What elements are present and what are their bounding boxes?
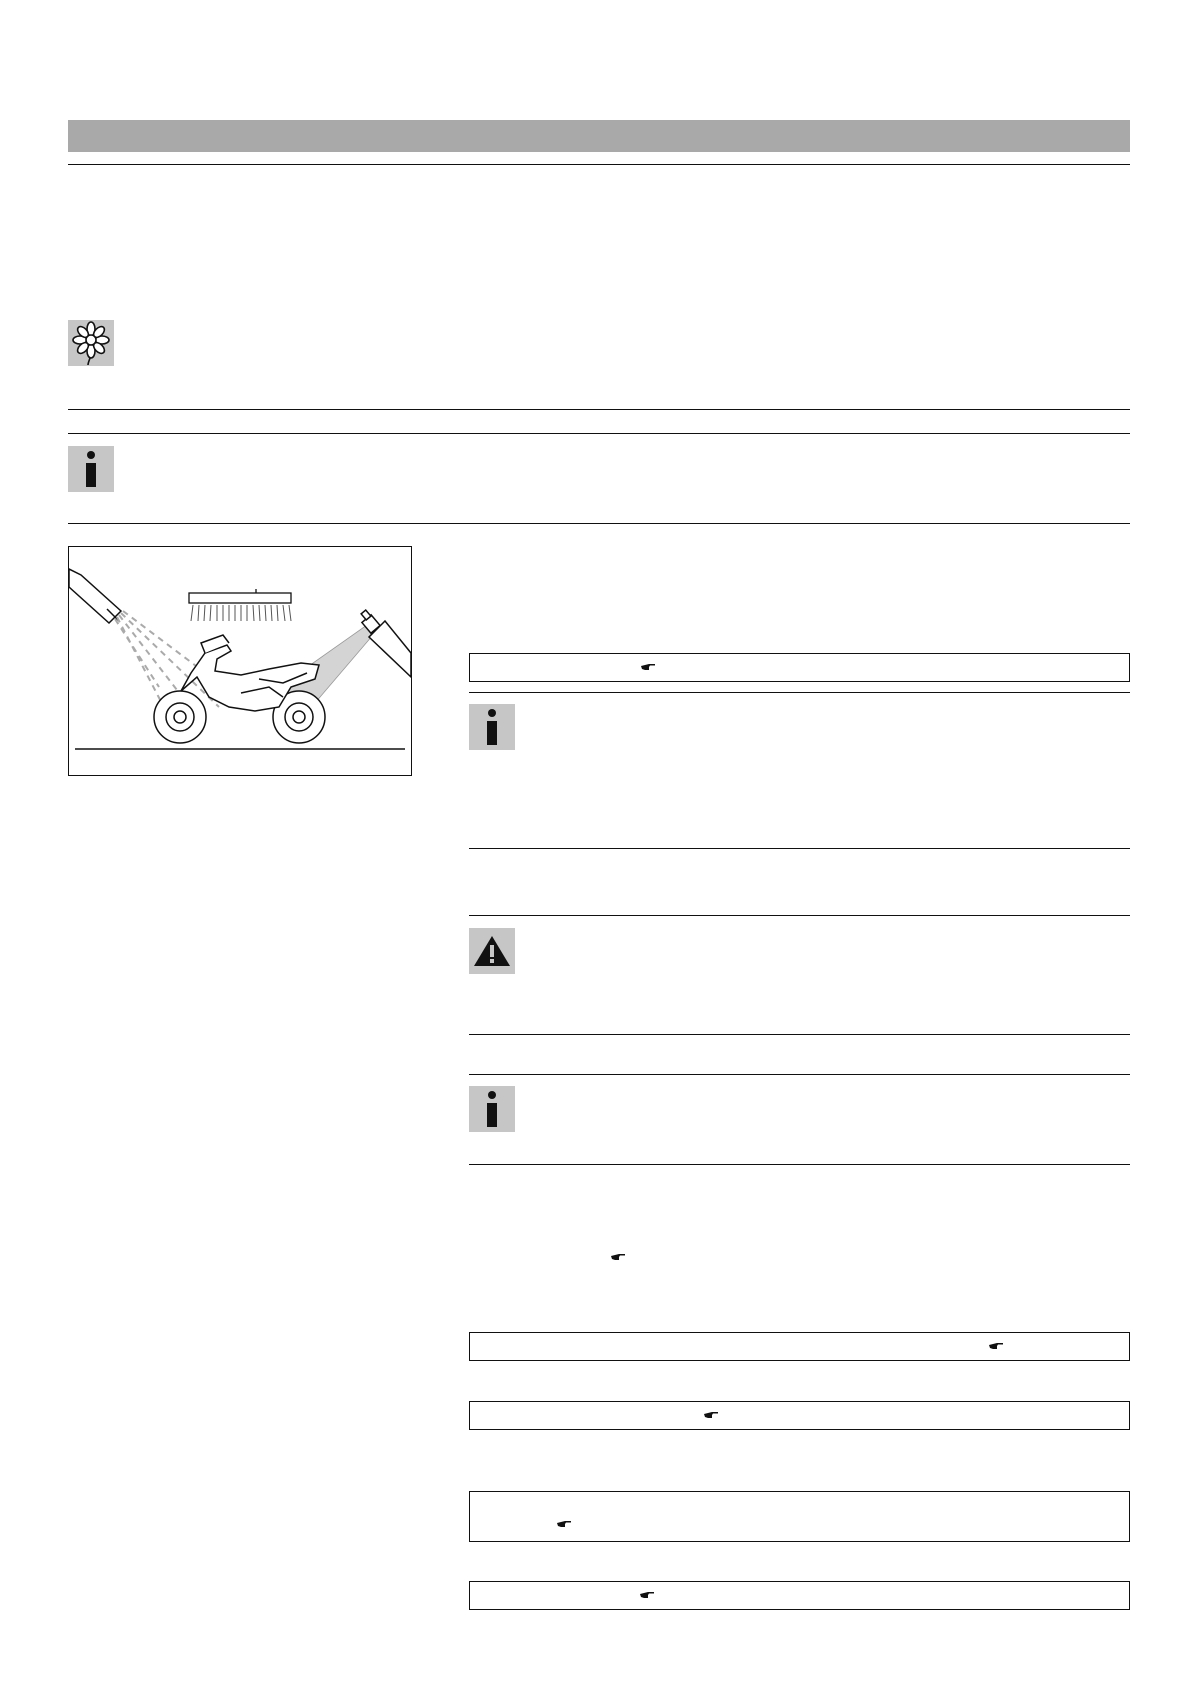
divider [469, 692, 1130, 693]
info-icon [482, 1090, 502, 1128]
pointing-hand-icon [639, 1589, 655, 1601]
warning-triangle-icon [473, 934, 511, 968]
divider [469, 1164, 1130, 1165]
environment-note [68, 320, 114, 366]
reference-box [469, 653, 1130, 682]
pointing-hand-icon [556, 1518, 572, 1530]
warning-note [469, 928, 515, 974]
pointing-hand-icon [988, 1340, 1004, 1352]
divider [68, 433, 1130, 434]
reference-box [469, 1401, 1130, 1430]
info-icon [81, 450, 101, 488]
divider [68, 409, 1130, 410]
reference-box [469, 1332, 1130, 1361]
section-header-bar [68, 120, 1130, 152]
pointing-hand-icon [703, 1409, 719, 1421]
motorcycle-wash-illustration [68, 546, 412, 776]
info-icon [482, 708, 502, 746]
flower-icon [71, 321, 111, 365]
info-note [68, 446, 114, 492]
pointing-hand-icon [640, 661, 656, 673]
divider [469, 915, 1130, 916]
divider [68, 523, 1130, 524]
divider [469, 848, 1130, 849]
reference-box [469, 1491, 1130, 1542]
divider [469, 1034, 1130, 1035]
divider [68, 164, 1130, 165]
info-note [469, 1086, 515, 1132]
divider [469, 1074, 1130, 1075]
pointing-hand-icon [610, 1251, 626, 1263]
info-note [469, 704, 515, 750]
reference-box [469, 1581, 1130, 1610]
